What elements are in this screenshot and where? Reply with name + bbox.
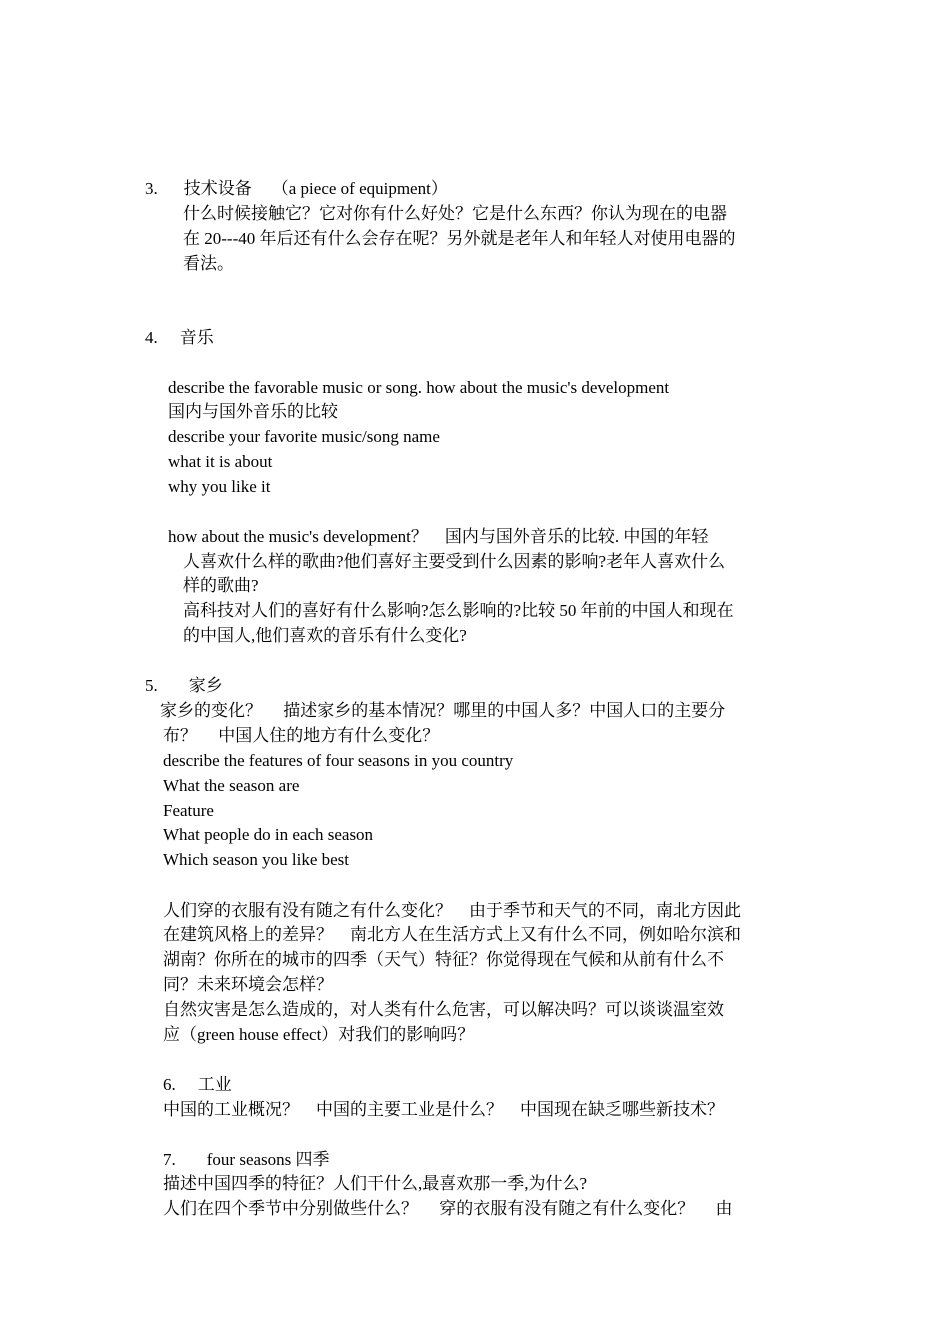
section-4-line: why you like it (168, 477, 271, 496)
section-5-line: Which season you like best (163, 850, 350, 869)
section-7-heading (163, 1147, 330, 1172)
section-4-line: describe the favorable music or song. how about the music's development (168, 378, 670, 397)
section-5-line: 自然灾害是怎么造成的，对人类有什么危害，可以解决吗？可以谈谈温室效 (163, 1000, 724, 1019)
section-5-line: 人们穿的衣服有没有随之有什么变化？ 由于季节和天气的不同，南北方因此 (163, 901, 741, 920)
section-5-line: describe the features of four seasons in you country (163, 751, 514, 770)
section-4-line: describe your favorite music/song name (168, 427, 440, 446)
section-3-line: 在 20---40 年后还有什么会存在呢？另外就是老年人和年轻人对使用电器的 (183, 229, 736, 248)
section-4-line: 国内与国外音乐的比较 (168, 402, 338, 421)
section-3-subtitle: （a piece of equipment） (271, 179, 448, 198)
section-4-line: 高科技对人们的喜好有什么影响?怎么影响的?比较 50 年前的中国人和现在 (183, 601, 734, 620)
section-5-line: Feature (163, 801, 214, 820)
section-4-line: what it is about (168, 452, 273, 471)
section-6-number: 6. (163, 1075, 176, 1094)
section-5-title: 家乡 (188, 676, 223, 695)
section-4-line: 人喜欢什么样的歌曲?他们喜好主要受到什么因素的影响?老年人喜欢什么 (183, 552, 726, 571)
section-3-line: 什么时候接触它？它对你有什么好处？它是什么东西？你认为现在的电器 (183, 204, 727, 223)
section-5-line: 湖南？你所在的城市的四季（天气）特征？你觉得现在气候和从前有什么不 (163, 950, 724, 969)
section-6-line: 中国的工业概况？ 中国的主要工业是什么？ 中国现在缺乏哪些新技术？ (163, 1100, 724, 1119)
section-4-line: 样的歌曲? (183, 576, 259, 595)
section-5-line: What people do in each season (163, 825, 374, 844)
section-5-heading (145, 673, 223, 698)
section-7-number: 7. (163, 1150, 176, 1169)
section-5-line: 应（green house effect）对我们的影响吗？ (163, 1025, 475, 1044)
section-5-line: 布？ 中国人住的地方有什么变化？ (163, 726, 440, 745)
section-6-title: 工业 (197, 1075, 232, 1094)
section-5-line: 家乡的变化？ 描述家乡的基本情况？哪里的中国人多？中国人口的主要分 (160, 701, 726, 720)
section-3-heading (145, 176, 448, 201)
section-5-line: What the season are (163, 776, 300, 795)
section-4-heading (145, 325, 214, 350)
section-3-number: 3. (145, 179, 158, 198)
section-7-line: 描述中国四季的特征？人们干什么,最喜欢那一季,为什么? (163, 1174, 588, 1193)
section-4-line: 的中国人,他们喜欢的音乐有什么变化? (183, 626, 467, 645)
section-4-line: how about the music's development？ 国内与国外音乐的比较. 中国的年轻 (168, 527, 709, 546)
section-5-line: 在建筑风格上的差异？ 南北方人在生活方式上又有什么不同，例如哈尔滨和 (163, 925, 741, 944)
section-7-title: four seasons 四季 (206, 1150, 330, 1169)
section-7-line: 人们在四个季节中分别做些什么？ 穿的衣服有没有随之有什么变化？ 由 (163, 1199, 733, 1218)
section-3-title: 技术设备 (183, 179, 252, 198)
section-4-number: 4. (145, 328, 158, 347)
section-5-line: 同？未来环境会怎样？ (163, 975, 333, 994)
section-4-title: 音乐 (179, 328, 214, 347)
section-3-line: 看法。 (183, 254, 234, 273)
section-6-heading (163, 1072, 232, 1097)
section-5-number: 5. (145, 676, 158, 695)
